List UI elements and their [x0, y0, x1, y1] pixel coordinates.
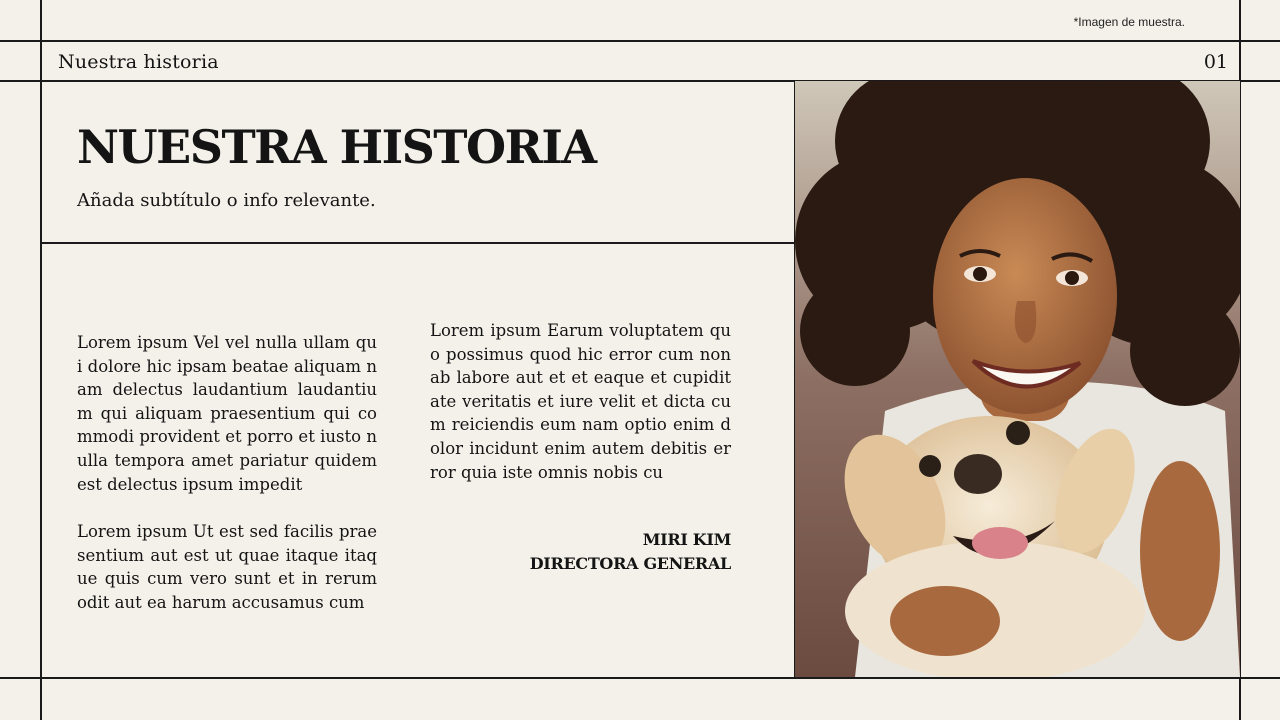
bottom-rule [0, 677, 1280, 679]
signature-block [530, 528, 731, 576]
top-rule [0, 40, 1280, 42]
sample-image-note: *Imagen de muestra. [1073, 15, 1185, 29]
page-number: 01 [1203, 51, 1228, 73]
page-title: NUESTRA HISTORIA [77, 120, 596, 174]
section-label: Nuestra historia [58, 51, 219, 73]
signature-name: MIRI KIM [642, 530, 731, 549]
body-paragraph-3: Lorem ipsum Earum voluptatem quo possimus quod hic error cum non ab labore aut et et eaque et cupiditate veritatis et iure velit et dicta cum reiciendis eum nam optio enim dolor incidunt enim autem debitis error quia iste omnis nobis cu [430, 321, 731, 482]
body-paragraph-2: Lorem ipsum Ut est sed facilis praesentium aut est ut quae itaque itaque quis cum vero sunt et in rerum odit aut ea harum accusamus cum [77, 522, 377, 612]
body-paragraph-1: Lorem ipsum Vel vel nulla ullam qui dolore hic ipsam beatae aliquam nam delectus laudantium laudantium qui aliquam praesentium qui commodi provident et porro et iusto nulla tempora amet pariatur quidem est delectus ipsum impedit [77, 333, 377, 494]
photo-woman-with-dog [795, 81, 1240, 677]
signature-role: DIRECTORA GENERAL [529, 554, 731, 573]
left-rule [40, 0, 42, 720]
page-subtitle: Añada subtítulo o info relevante. [77, 190, 376, 211]
title-divider [40, 242, 796, 244]
